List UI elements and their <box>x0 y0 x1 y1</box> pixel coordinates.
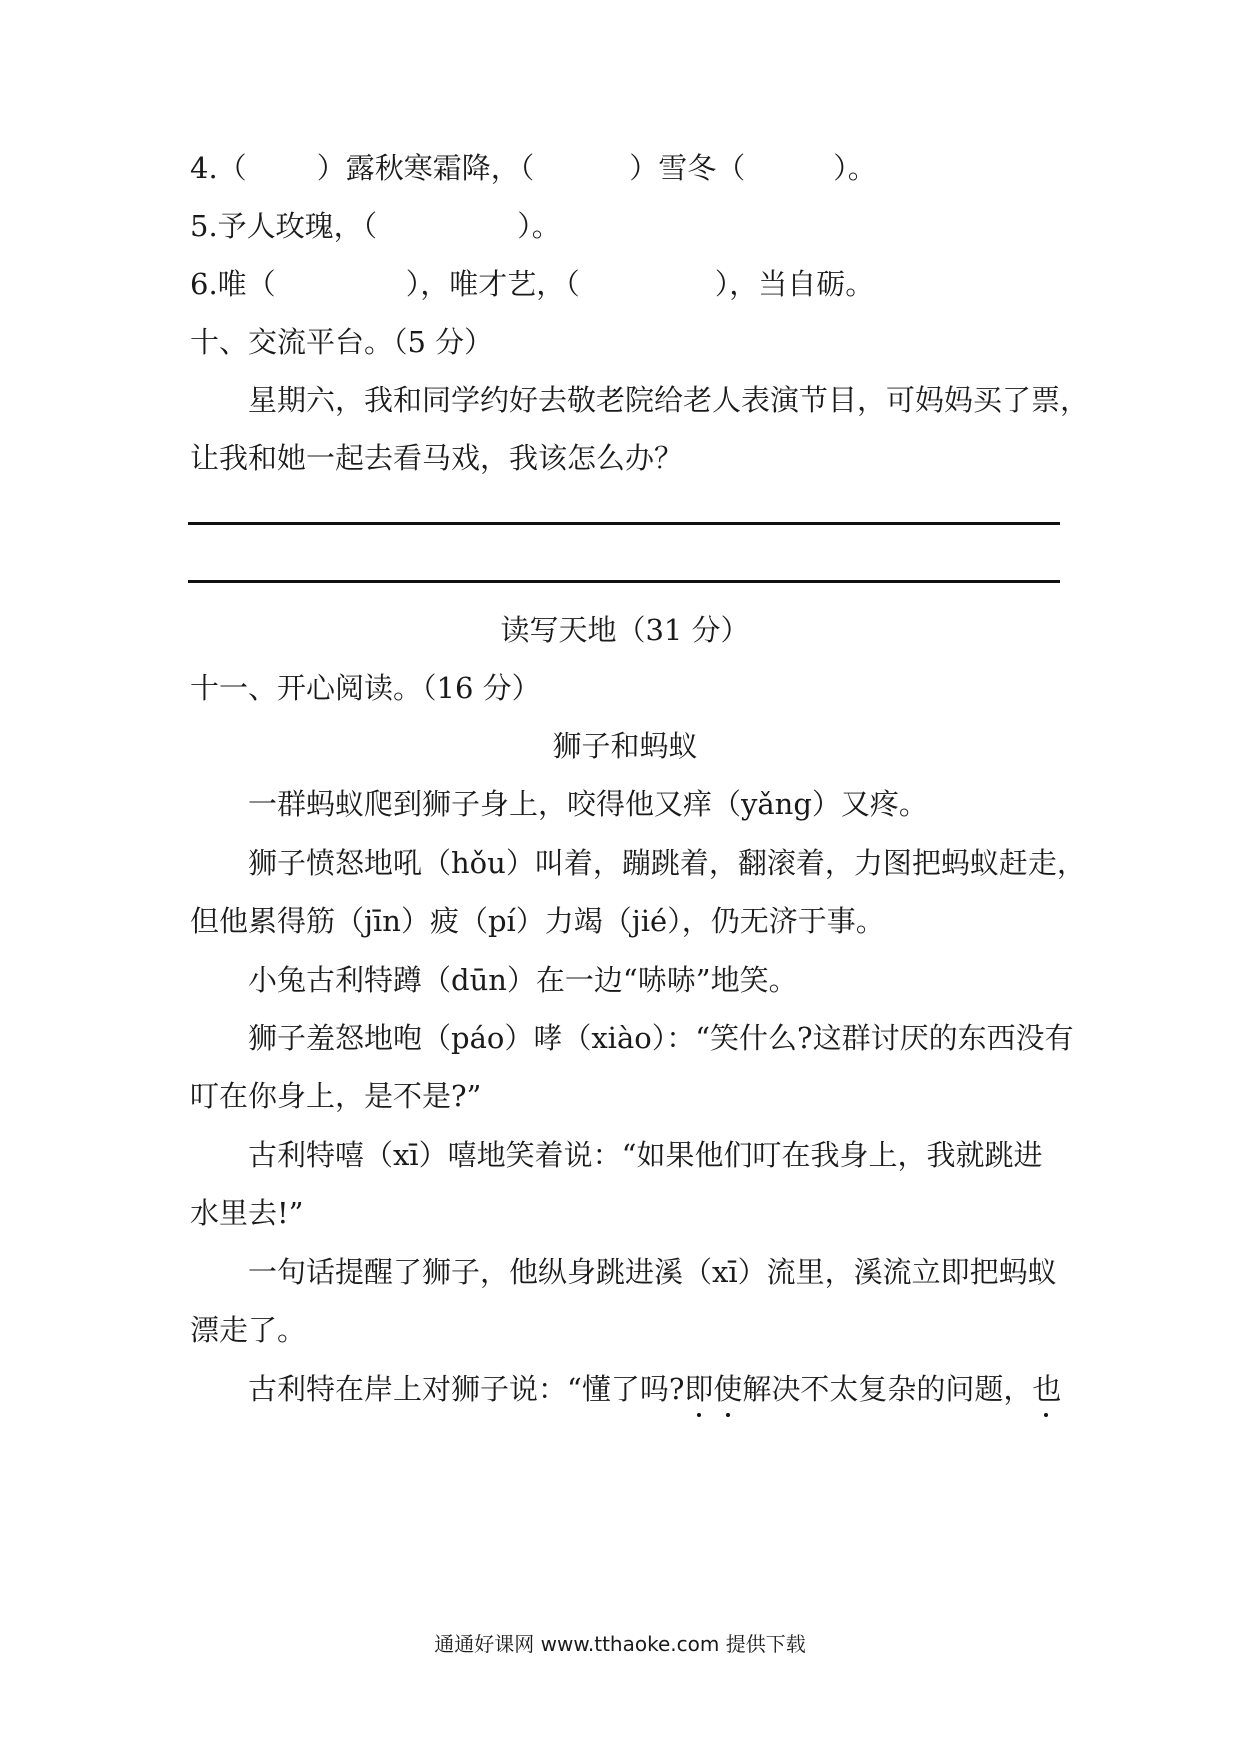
footer-source: 通通好课网 www.tthaoke.com 提供下载 <box>434 1632 806 1656</box>
story-paragraph-continued: 叮在你身上，是不是?” <box>190 1079 482 1113</box>
story-paragraph: 一群蚂蚁爬到狮子身上，咬得他又痒（yǎng）又疼。 <box>248 787 928 821</box>
answer-line-1[interactable] <box>188 522 1060 525</box>
story-paragraph: 狮子羞怒地咆（páo）哮（xiào）：“笑什么?这群讨厌的东西没有 <box>248 1021 1074 1055</box>
emphasis-dot <box>697 1413 701 1417</box>
emphasis-dot <box>726 1413 730 1417</box>
story-paragraph: 一句话提醒了狮子，他纵身跳进溪（xī）流里，溪流立即把蚂蚁 <box>248 1255 1057 1289</box>
story-title: 狮子和蚂蚁 <box>552 729 698 763</box>
story-paragraph: 狮子愤怒地吼（hǒu）叫着，蹦跳着，翻滚着，力图把蚂蚁赶走， <box>248 846 1086 880</box>
section-11-title: 十一、开心阅读。（16 分） <box>190 671 541 705</box>
story-paragraph: 小兔古利特蹲（dūn）在一边“哧哧”地笑。 <box>248 963 798 997</box>
item-number: 6. <box>190 267 218 301</box>
fill-item-5: 5.予人玫瑰，（ ）。 <box>190 209 561 243</box>
item-number: 4. <box>190 151 218 185</box>
part-header: 读写天地（31 分） <box>500 613 750 647</box>
emphasis-dot <box>1044 1413 1048 1417</box>
story-paragraph-continued: 水里去!” <box>190 1196 304 1230</box>
section-10-title: 十、交流平台。（5 分） <box>190 325 494 359</box>
fill-item-4: 4.（ ）露秋寒霜降，（ ）雪冬（ ）。 <box>190 151 877 185</box>
story-paragraph-continued: 漂走了。 <box>190 1313 307 1347</box>
section-10-prompt-line-1: 星期六，我和同学约好去敬老院给老人表演节目，可妈妈买了票， <box>248 383 1090 417</box>
story-paragraph: 古利特在岸上对狮子说：“懂了吗?即使解决不太复杂的问题，也 <box>248 1372 1062 1406</box>
story-paragraph: 古利特嘻（xī）嘻地笑着说：“如果他们叮在我身上，我就跳进 <box>248 1138 1043 1172</box>
story-paragraph-continued: 但他累得筋（jīn）疲（pí）力竭（jié），仍无济于事。 <box>190 904 885 938</box>
item-number: 5. <box>190 209 218 243</box>
answer-line-2[interactable] <box>188 580 1060 583</box>
section-10-prompt-line-2: 让我和她一起去看马戏，我该怎么办？ <box>190 441 684 475</box>
fill-item-6: 6.唯（ ），唯才艺，（ ），当自砺。 <box>190 267 875 301</box>
